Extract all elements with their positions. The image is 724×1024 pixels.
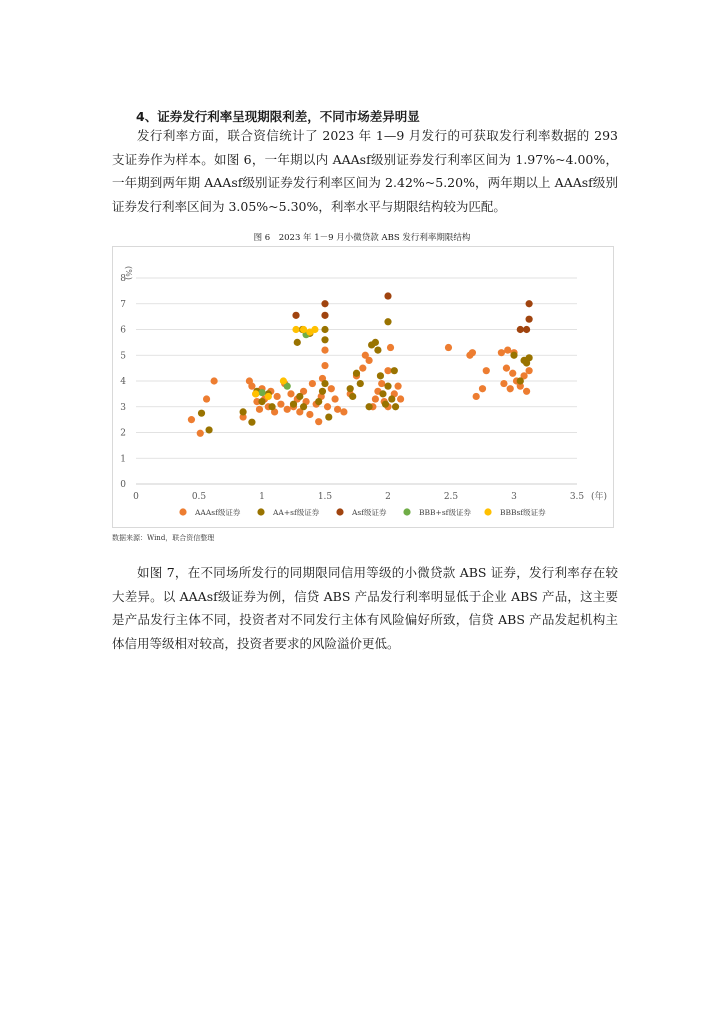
x-tick-label: 0.5	[191, 492, 207, 502]
data-point	[188, 416, 195, 423]
data-point	[328, 385, 335, 392]
data-point	[359, 365, 366, 372]
data-point	[211, 377, 218, 384]
data-point	[504, 347, 511, 354]
data-point	[324, 403, 331, 410]
data-point	[349, 393, 356, 400]
data-point	[268, 403, 275, 410]
y-axis-label: (%)	[124, 266, 133, 280]
data-point	[321, 362, 328, 369]
data-point	[388, 395, 395, 402]
data-point	[523, 388, 530, 395]
data-point	[321, 326, 328, 333]
data-point	[315, 398, 322, 405]
figure-title: 图 6 2023 年 1－9 月小微贷款 ABS 发行利率期限结构	[253, 233, 471, 243]
data-point	[292, 326, 299, 333]
data-point	[300, 403, 307, 410]
data-point	[321, 300, 328, 307]
legend-label: BBB+sf级证券	[419, 508, 471, 517]
data-point	[296, 393, 303, 400]
data-point	[503, 365, 510, 372]
data-point	[366, 357, 373, 364]
data-point	[252, 390, 259, 397]
y-tick-label: 6	[120, 325, 126, 336]
data-point	[292, 312, 299, 319]
data-point	[523, 326, 530, 333]
x-tick-label: 0	[133, 492, 139, 502]
legend-marker	[403, 508, 410, 515]
x-tick-label: 2.5	[443, 492, 459, 502]
data-point	[205, 426, 212, 433]
data-point	[500, 380, 507, 387]
data-point	[469, 349, 476, 356]
data-point	[372, 339, 379, 346]
data-point	[306, 411, 313, 418]
data-point	[384, 318, 391, 325]
data-point	[274, 393, 281, 400]
legend-label: Asf级证券	[352, 508, 387, 517]
data-point	[507, 385, 514, 392]
data-point	[290, 401, 297, 408]
data-point	[203, 395, 210, 402]
figure-6-chart	[112, 246, 614, 528]
data-point	[321, 380, 328, 387]
y-tick-label: 0	[120, 480, 126, 490]
data-point	[392, 403, 399, 410]
data-point	[384, 383, 391, 390]
data-point	[473, 393, 480, 400]
legend-marker	[336, 508, 343, 515]
data-point	[347, 385, 354, 392]
data-point	[374, 347, 381, 354]
data-point	[372, 395, 379, 402]
legend-marker	[257, 508, 264, 515]
data-point	[498, 349, 505, 356]
scatter-plot	[113, 247, 613, 527]
data-point	[379, 390, 386, 397]
x-tick-label: 2	[385, 492, 391, 502]
data-point	[526, 316, 533, 323]
data-point	[321, 347, 328, 354]
data-point	[258, 398, 265, 405]
y-tick-label: 7	[120, 299, 126, 310]
data-point	[397, 395, 404, 402]
data-point	[315, 418, 322, 425]
legend-label: BBBsf级证券	[500, 508, 546, 517]
x-tick-label: 3.5	[569, 492, 585, 502]
figure-source: 数据来源：Wind，联合资信整理	[112, 534, 215, 542]
data-point	[334, 406, 341, 413]
data-point	[382, 401, 389, 408]
legend-label: AAAsf级证券	[195, 508, 241, 517]
data-point	[510, 352, 517, 359]
data-point	[294, 339, 301, 346]
section-heading: 4、证券发行利率呈现期限利差，不同市场差异明显	[136, 109, 420, 124]
data-point	[197, 430, 204, 437]
data-point	[277, 401, 284, 408]
data-point	[331, 395, 338, 402]
data-point	[258, 389, 265, 396]
data-point	[509, 370, 516, 377]
data-point	[340, 408, 347, 415]
data-point	[377, 372, 384, 379]
data-point	[391, 367, 398, 374]
data-point	[526, 300, 533, 307]
data-point	[378, 380, 385, 387]
data-point	[265, 393, 272, 400]
legend-marker	[179, 508, 186, 515]
data-point	[394, 383, 401, 390]
data-point	[353, 370, 360, 377]
data-point	[517, 326, 524, 333]
data-point	[256, 406, 263, 413]
data-point	[479, 385, 486, 392]
y-tick-label: 2	[120, 428, 126, 439]
data-point	[387, 344, 394, 351]
data-point	[445, 344, 452, 351]
y-tick-label: 4	[120, 377, 126, 387]
x-tick-label: 1.5	[317, 492, 333, 502]
data-point	[319, 388, 326, 395]
paragraph-interest-rates: 发行利率方面，联合资信统计了 2023 年 1—9 月发行的可获取发行利率数据的 293 支证券作为样本。如图 6，一年期以内 AAAsf级别证券发行利率区间为 1.97%~4.00%，一年期到两年期 AAAsf级别证券发行利率区间为 2.42%~5.20%，两年期以上 AAAsf级别证券发行利率区间为 3.05%~5.30%，利率水平与期限结构较为匹配。	[112, 128, 618, 214]
data-point	[321, 312, 328, 319]
data-point	[309, 380, 316, 387]
y-tick-label: 3	[120, 402, 126, 413]
data-point	[526, 367, 533, 374]
data-point	[280, 377, 287, 384]
data-point	[325, 413, 332, 420]
data-point	[300, 326, 307, 333]
data-point	[366, 403, 373, 410]
paragraph-market-differences: 如图 7，在不同场所发行的同期限同信用等级的小微贷款 ABS 证券，发行利率存在较大差异。以 AAAsf级证券为例，信贷 ABS 产品发行利率明显低于企业 ABS 产品，这主要是产品发行主体不同，投资者对不同发行主体有风险偏好所致，信贷 ABS 产品发起机构主体信用等级相对较高，投资者要求的风险溢价更低。	[112, 565, 618, 651]
x-tick-label: 3	[511, 492, 517, 502]
data-point	[357, 380, 364, 387]
y-tick-label: 8	[120, 274, 126, 284]
data-point	[384, 292, 391, 299]
data-point	[526, 354, 533, 361]
data-point	[483, 367, 490, 374]
legend-marker	[484, 508, 491, 515]
y-tick-label: 1	[120, 454, 126, 465]
y-tick-label: 5	[120, 351, 126, 362]
data-point	[517, 377, 524, 384]
data-point	[198, 410, 205, 417]
data-point	[248, 419, 255, 426]
data-point	[248, 383, 255, 390]
data-point	[284, 406, 291, 413]
data-point	[311, 326, 318, 333]
data-point	[384, 367, 391, 374]
x-tick-label: 1	[259, 492, 265, 502]
data-point	[240, 408, 247, 415]
x-axis-label: (年)	[591, 492, 608, 502]
legend-label: AA+sf级证券	[273, 508, 320, 517]
data-point	[287, 390, 294, 397]
data-point	[321, 336, 328, 343]
